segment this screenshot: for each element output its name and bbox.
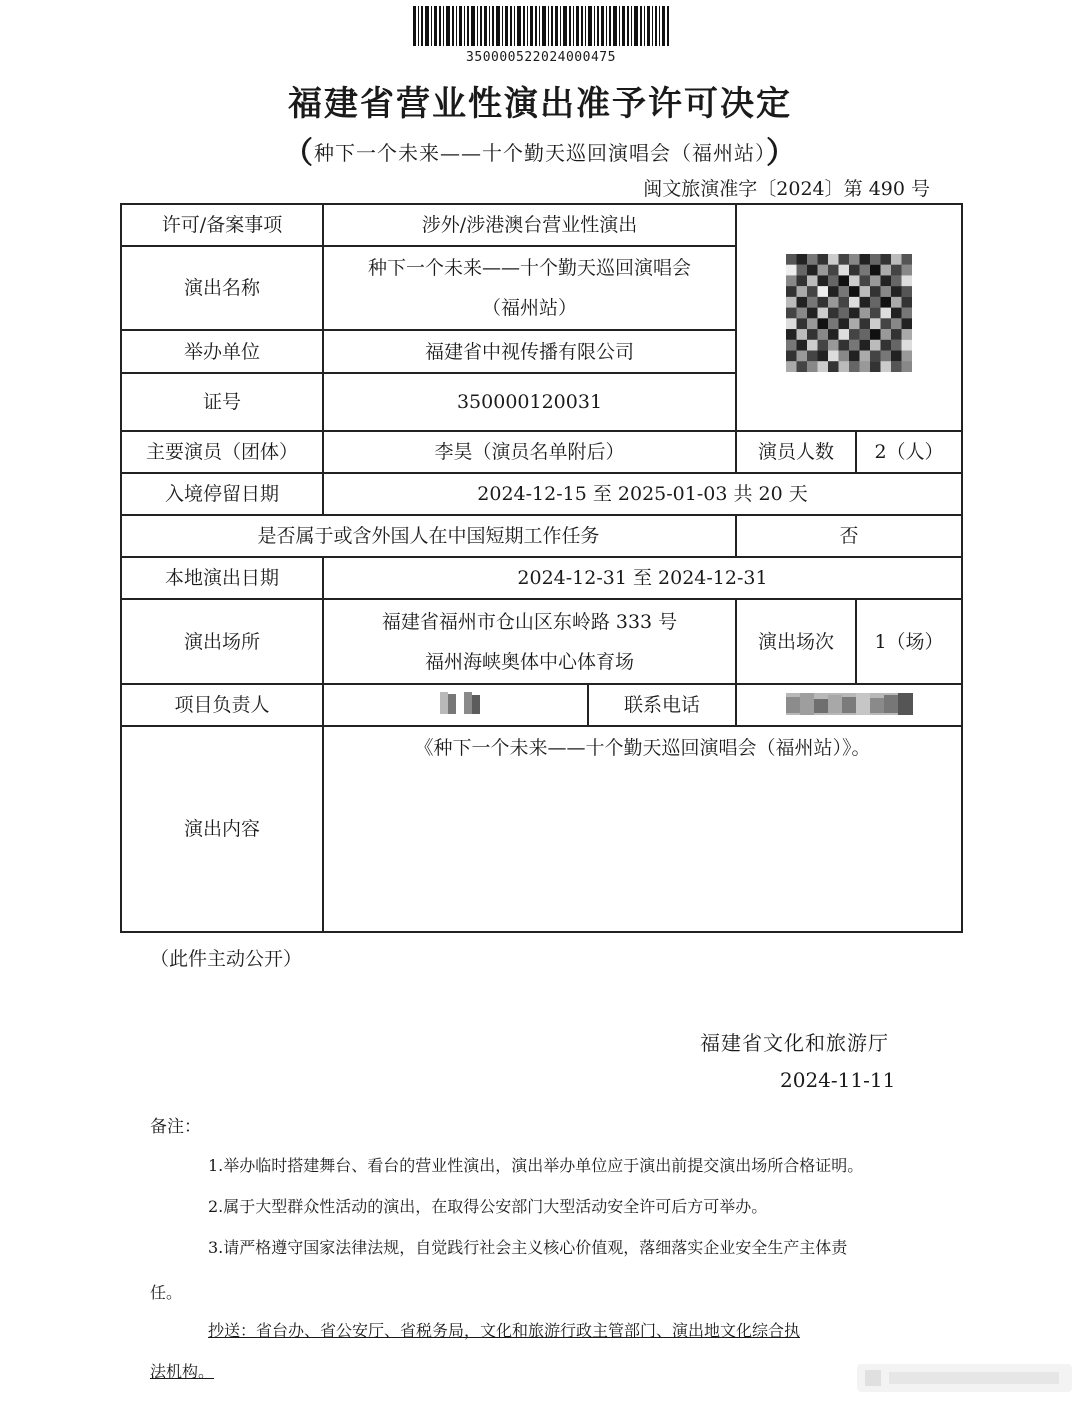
cert-no-label: 证号: [202, 391, 241, 413]
local-date-label: 本地演出日期: [164, 567, 279, 589]
remark-item-3: 3.请严格遵守国家法律法规，自觉践行社会主义核心价值观，落细落实企业安全生产主体责: [208, 1238, 848, 1257]
barcode-image: [413, 6, 669, 46]
qr-code-image: [786, 254, 912, 372]
venue-line2: 福州海峡奥体中心体育场: [424, 650, 634, 673]
organizer-label: 举办单位: [183, 340, 260, 363]
performers-value: 李昊（演员名单附后）: [434, 441, 625, 463]
performer-count-value: 2（人）: [874, 441, 944, 463]
remarks-label: 备注：: [150, 1117, 201, 1137]
stay-period-value: 2024-12-15 至 2025-01-03 共 20 天: [477, 483, 808, 505]
document-number: 闽文旅演准字〔2024〕第 490 号: [643, 178, 930, 200]
show-name-label: 演出名称: [183, 277, 260, 299]
redacted-manager-name: [440, 692, 480, 714]
content-label: 演出内容: [183, 818, 260, 840]
barcode-number: 350000522024000475: [466, 50, 616, 65]
remark-item-1: 1.举办临时搭建舞台、看台的营业性演出，演出举办单位应于演出前提交演出场所合格证明。: [208, 1156, 864, 1175]
sessions-label: 演出场次: [757, 630, 834, 653]
local-date-value: 2024-12-31 至 2024-12-31: [517, 567, 768, 589]
show-name-line2: （福州站）: [481, 297, 577, 319]
show-name-value: [323, 246, 736, 330]
organizer-value: 福建省中视传播有限公司: [424, 340, 634, 363]
manager-label: 项目负责人: [174, 694, 270, 716]
subtitle-text: 种下一个未来——十个勤天巡回演唱会（福州站）: [314, 141, 766, 165]
license-item-value: 涉外/涉港澳台营业性演出: [421, 214, 638, 236]
document-title: 福建省营业性演出准予许可决定: [288, 84, 792, 124]
performers-label: 主要演员（团体）: [145, 441, 298, 463]
venue-line1: 福建省福州市仓山区东岭路 333 号: [381, 610, 678, 633]
foreign-work-label: 是否属于或含外国人在中国短期工作任务: [257, 525, 600, 547]
sessions-value: 1（场）: [874, 630, 944, 653]
subtitle-close-paren: ）: [766, 136, 797, 171]
subtitle-open-paren: （: [283, 136, 314, 171]
issuing-authority: 福建省文化和旅游厅: [700, 1031, 889, 1055]
license-item-label: 许可/备案事项: [161, 214, 283, 236]
issue-date: 2024-11-11: [780, 1068, 896, 1092]
stay-period-label: 入境停留日期: [164, 483, 279, 505]
carbon-copy-line1: 抄送：省台办、省公安厅、省税务局，文化和旅游行政主管部门、演出地文化综合执: [208, 1321, 801, 1340]
cert-no-value: 350000120031: [456, 391, 603, 413]
document-subtitle: [0, 128, 1080, 172]
watermark-image: [857, 1364, 1072, 1392]
content-value: 《种下一个未来——十个勤天巡回演唱会（福州站）》。: [414, 737, 871, 759]
carbon-copy-line2: 法机构。: [150, 1362, 215, 1381]
phone-label: 联系电话: [623, 694, 700, 716]
public-disclosure-note: （此件主动公开）: [150, 948, 303, 970]
foreign-work-value: 否: [839, 525, 859, 547]
venue-label: 演出场所: [183, 630, 260, 653]
venue-value: [323, 599, 736, 684]
remark-item-2: 2.属于大型群众性活动的演出，在取得公安部门大型活动安全许可后方可举办。: [208, 1197, 768, 1216]
show-name-line1: 种下一个未来——十个勤天巡回演唱会: [367, 257, 691, 279]
redacted-phone-number: [786, 693, 913, 715]
performer-count-label: 演员人数: [757, 441, 834, 463]
remark-item-3-continued: 任。: [150, 1283, 183, 1302]
